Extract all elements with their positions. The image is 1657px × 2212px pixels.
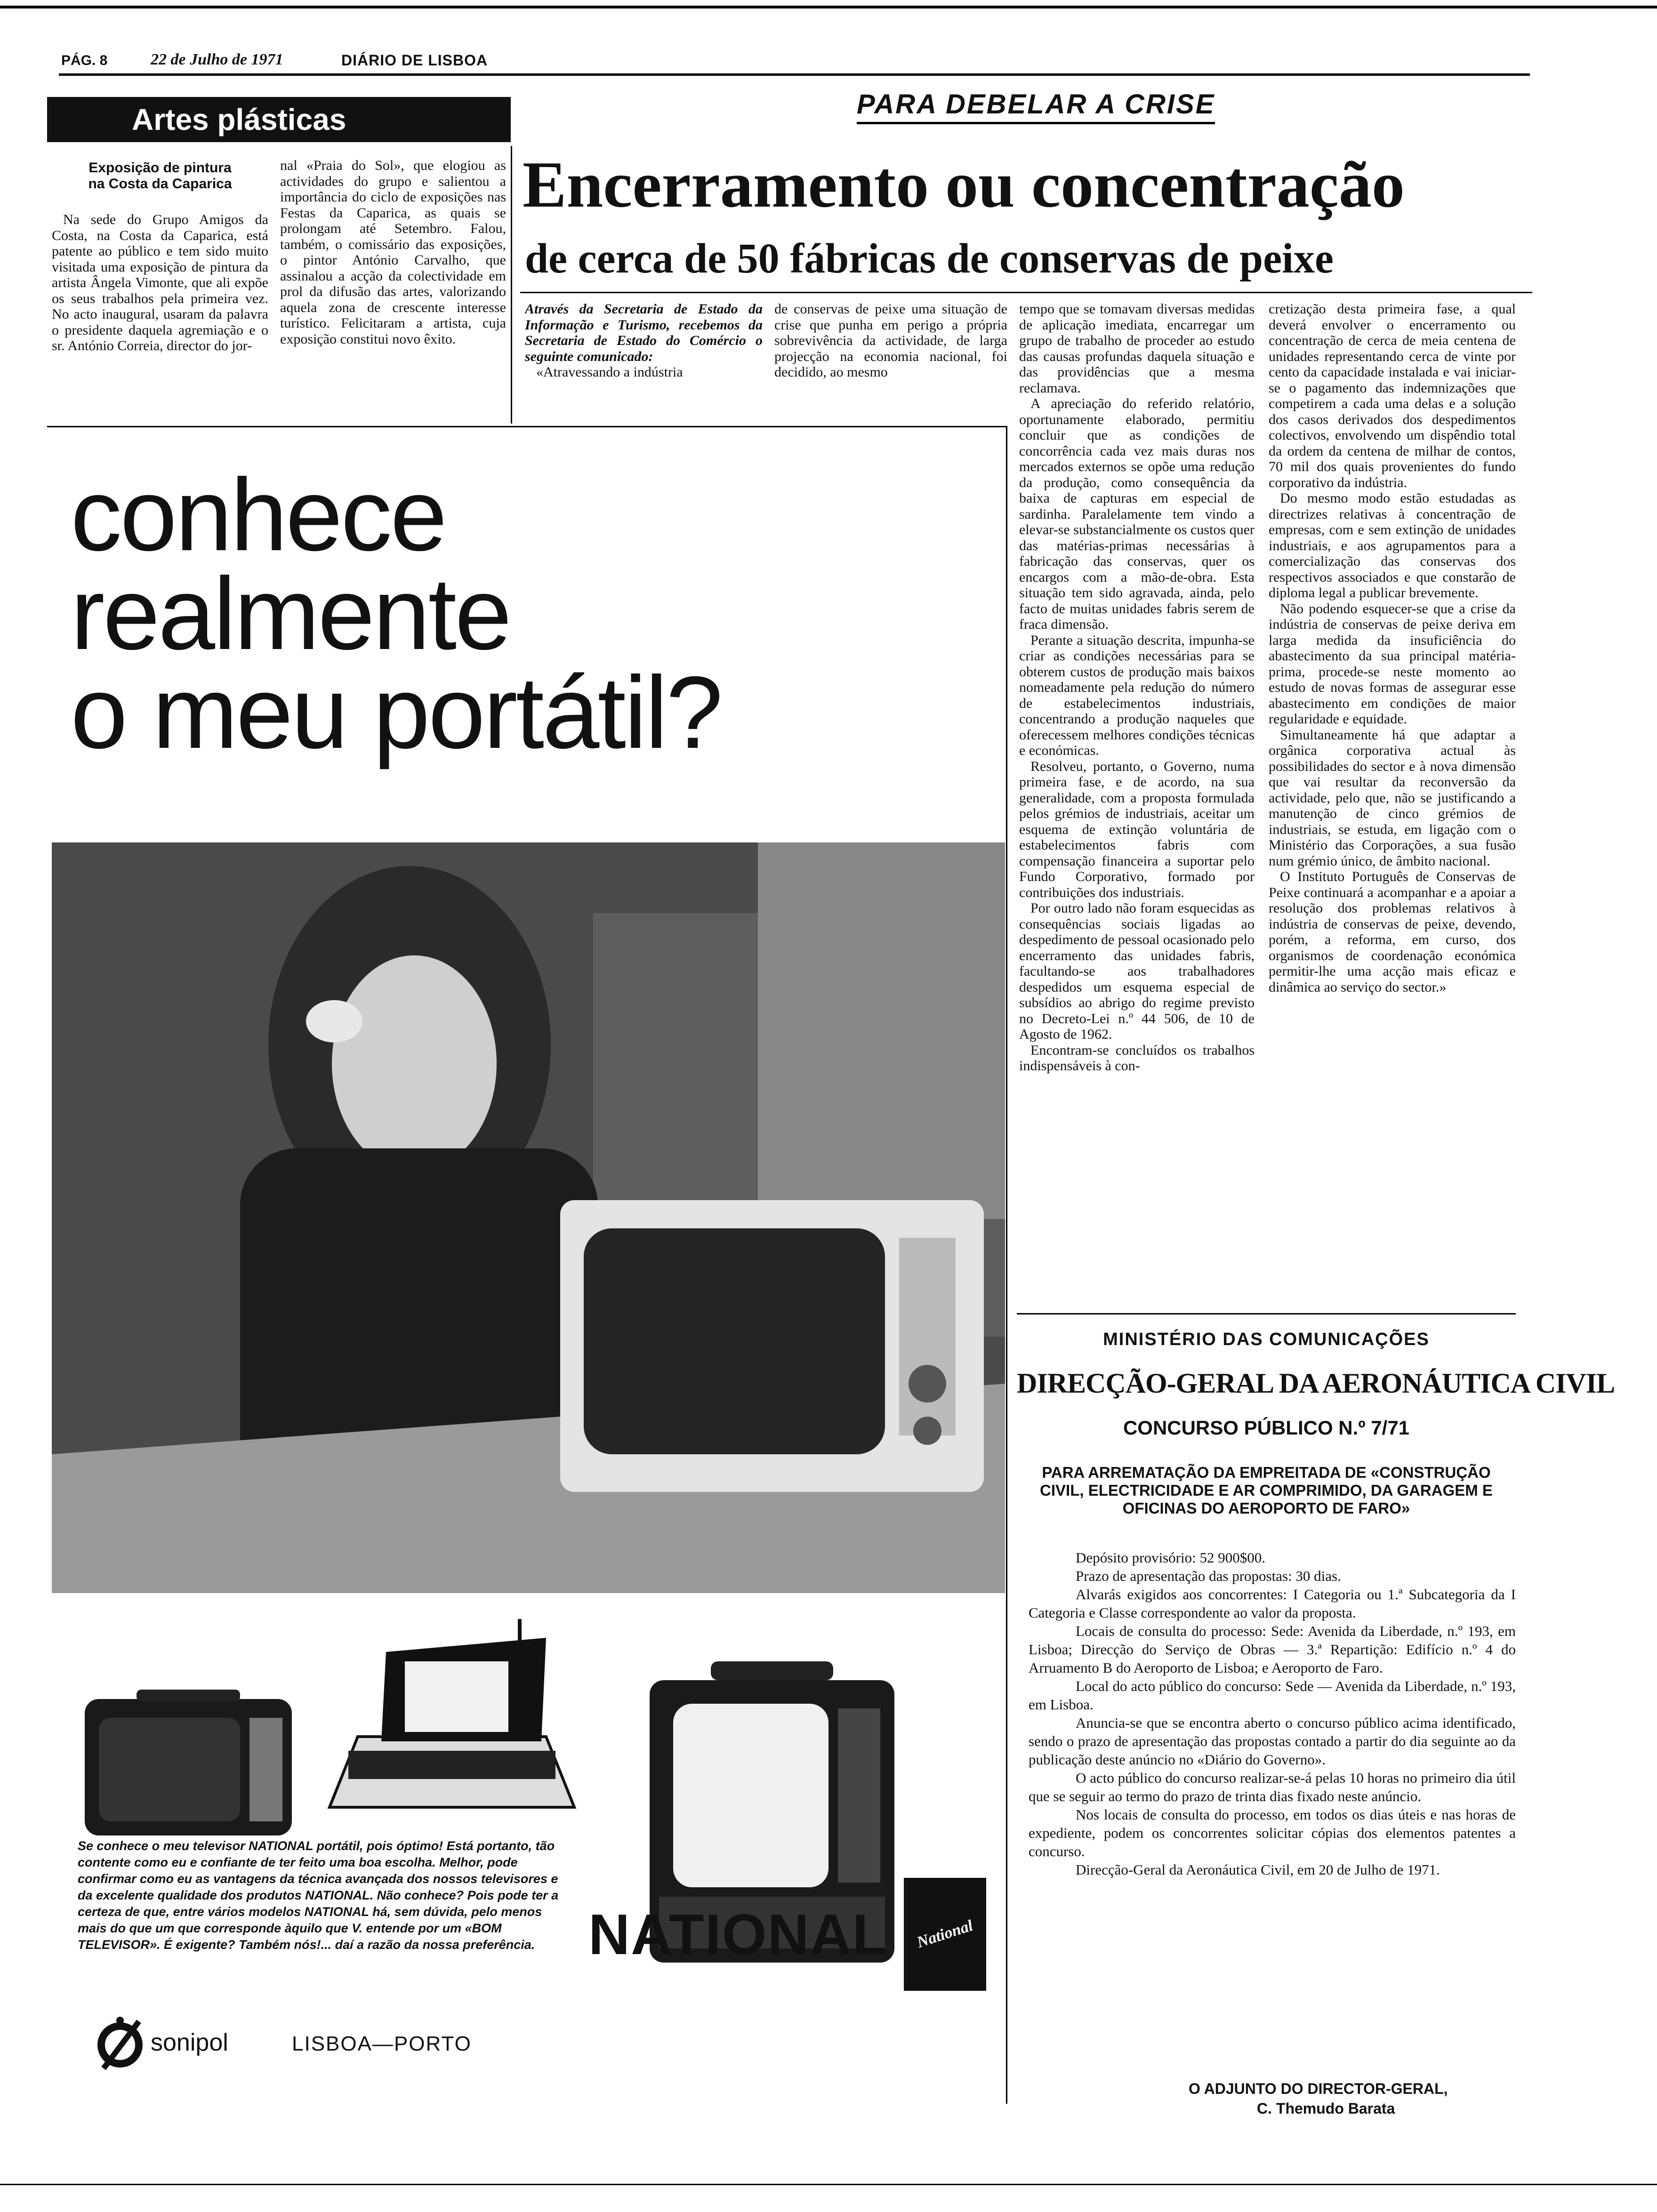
masthead-rule bbox=[59, 73, 1530, 76]
news-column-c bbox=[1019, 301, 1255, 1285]
arts-column-2-text: nal «Praia do Sol», que elogiou as actividades do grupo e salientou a importância do ciclo de exposições nas Festas da Caparica, as quais se prolongam até Setembro. Falou, também, o comissário das exposições, o pintor António Carvalho, que assinalou a acção da colectividade em prol da difusão das artes, valorizando aquela zona de crescente interesse turístico. Felicitaram a artista, cuja exposição constitui novo êxito. bbox=[280, 158, 506, 347]
news-subhead: de cerca de 50 fábricas de conservas de peixe bbox=[525, 235, 1334, 282]
notice-p8: Nos locais de consulta do processo, em todos os dias úteis e nas horas de expediente, podem os concorrentes solicitar cópias dos elementos patentes a concurso. bbox=[1029, 1806, 1516, 1859]
news-lead: Através da Secretaria de Estado da Informação e Turismo, recebemos da Secretaria de Estado do Comércio o seguinte comunicado: bbox=[525, 301, 763, 364]
arts-divider bbox=[511, 146, 512, 424]
section-title: Artes plásticas bbox=[132, 103, 346, 136]
top-border bbox=[0, 6, 1657, 8]
notice-p9: Direcção-Geral da Aeronáutica Civil, em 20 de Julho de 1971. bbox=[1076, 1861, 1440, 1878]
notice-agency: DIRECÇÃO-GERAL DA AERONÁUTICA CIVIL bbox=[1017, 1368, 1615, 1399]
ad-tv-1-icon bbox=[80, 1690, 297, 1845]
notice-contest: CONCURSO PÚBLICO N.º 7/71 bbox=[1123, 1417, 1410, 1439]
news-column-d-p4: Simultaneamente há que adaptar a orgânica corporativa actual às possibilidades do sector e à nova dimensão que vai resultar da reconversão da actividade, pelo que, não se justificando a manutenção de cinco grémios de industriais, se estuda, em ligação com o Ministério das Corporações, a sua fusão num grémio único, de âmbito nacional. bbox=[1269, 727, 1516, 869]
notice-p4: Locais de consulta do processo: Sede: Avenida da Liberdade, n.º 193, em Lisboa; Direcção do Serviço de Obras — 3.ª Repartição: Edifício n.º 4 do Arruamento B do Aeroporto de Lisboa; e Aeroporto de Faro. bbox=[1029, 1623, 1516, 1676]
news-column-c-p3: Perante a situação descrita, impunha-se criar as condições necessárias para se obterem custos de produção mais baixos nomeadamente pela redução do número de estabelecimentos industriais, concentrando a produção naqueles que oferecessem melhores condições técnicas e económicas. bbox=[1019, 632, 1255, 758]
ad-brand-badge bbox=[904, 1878, 986, 1991]
notice-p2: Prazo de apresentação das propostas: 30 dias. bbox=[1076, 1568, 1341, 1584]
bottom-rule bbox=[0, 2184, 1657, 2185]
notice-subject: PARA ARREMATAÇÃO DA EMPREITADA DE «CONSTRUÇÃO CIVIL, ELECTRICIDADE E AR COMPRIMIDO, DA GARAGEM E OFICINAS DO AEROPORTO DE FARO» bbox=[1040, 1464, 1493, 1517]
ad-headline-line-3: o meu portátil? bbox=[71, 656, 722, 770]
news-column-c-p4: Resolveu, portanto, o Governo, numa primeira fase, e de acordo, na sua generalidade, com a proposta formulada pelos grémios de industriais, aceitar um esquema de extinção voluntária de estabelecimentos fabris com compensação financeira a suportar pelo Fundo Corporativo, formado por contribuições dos industriais. bbox=[1019, 758, 1255, 900]
ad-cities: LISBOA—PORTO bbox=[292, 2032, 472, 2055]
ad-dealer: sonipol bbox=[151, 2029, 228, 2056]
page-number: PÁG. 8 bbox=[61, 53, 108, 68]
notice-p6: Anuncia-se que se encontra aberto o concurso público acima identificado, sendo o prazo de apresentação das propostas contado a partir do dia seguinte ao da publicação deste anúncio no «Diário do Governo». bbox=[1029, 1715, 1516, 1768]
ad-tv-2-icon bbox=[320, 1619, 584, 1826]
arts-column-2 bbox=[280, 158, 506, 421]
notice-ministry: MINISTÉRIO DAS COMUNICAÇÕES bbox=[1103, 1330, 1430, 1349]
notice-p3: Alvarás exigidos aos concorrentes: I Categoria ou 1.ª Subcategoria da I Categoria e Classe correspondente ao valor da proposta. bbox=[1029, 1586, 1516, 1621]
ad-photo-illustration bbox=[52, 842, 1005, 1593]
news-column-d-p5: O Instituto Português de Conservas de Peixe continuará a acompanhar e a apoiar a resolução dos problemas relativos à indústria de conservas de peixe, devendo, porém, a reforma, em curso, dos organismos de coordenação económica permitir-lhe uma acção mais eficaz e dinâmica ao serviço do sector.» bbox=[1269, 869, 1516, 995]
notice-p1: Depósito provisório: 52 900$00. bbox=[1076, 1549, 1265, 1566]
news-lead-cont: «Atravessando a indústria bbox=[536, 364, 683, 380]
arts-column-1-text: Na sede do Grupo Amigos da Costa, na Costa da Caparica, está patente ao público e tem sido muito visitada uma exposição de pintura da artista Ângela Vimonte, que ali expõe os seus trabalhos pela primeira vez. No acto inaugural, usaram da palavra o presidente daquela agremiação e o sr. António Correia, director do jor- bbox=[52, 212, 268, 353]
news-column-d bbox=[1269, 301, 1516, 1285]
issue-date: 22 de Julho de 1971 bbox=[151, 51, 283, 68]
news-column-b bbox=[774, 301, 1007, 419]
ad-brand-badge-text: National bbox=[915, 1916, 975, 1952]
sonipol-logo-icon bbox=[94, 2017, 146, 2073]
arts-column-1 bbox=[52, 212, 268, 419]
news-column-a bbox=[525, 301, 763, 419]
news-column-c-p6: Encontram-se concluídos os trabalhos indispensáveis à con- bbox=[1019, 1042, 1255, 1074]
ad-body: Se conhece o meu televisor NATIONAL portátil, pois óptimo! Está portanto, tão contente como eu e confiante de ter feito uma boa escolha. Melhor, pode confirmar como eu as vantagens da técnica avançada dos nossos televisores e da excelente qualidade dos produtos NATIONAL. Não conhece? Pois pode ter a certeza de que, entre vários modelos NATIONAL há, sem dúvida, pelo menos mais do que um que corresponde àquilo que V. entende por um «BOM TELEVISOR». É exigente? Também nós!... daí a razão da nossa preferência. bbox=[78, 1839, 559, 1952]
news-kicker: PARA DEBELAR A CRISE bbox=[857, 88, 1215, 124]
ad-photo bbox=[52, 842, 1005, 1593]
news-rule bbox=[520, 292, 1532, 293]
notice-p5: Local do acto público do concurso: Sede — Avenida da Liberdade, n.º 193, em Lisboa. bbox=[1029, 1678, 1516, 1713]
news-column-b-text: de conservas de peixe uma situação de crise que punha em perigo a própria sobrevivência da actividade, de larga projecção na economia nacional, foi decidido, ao mesmo bbox=[774, 301, 1007, 380]
ad-headline-line-2: realmente bbox=[71, 557, 510, 671]
notice-p7: O acto público do concurso realizar-se-á pelas 10 horas no primeiro dia útil que se seguir ao termo do prazo de trinta dias fixado neste anúncio. bbox=[1029, 1770, 1516, 1804]
arts-headline bbox=[52, 160, 268, 192]
notice-body bbox=[1029, 1548, 1516, 2076]
notice-top-rule bbox=[1017, 1313, 1516, 1314]
newspaper-name: DIÁRIO DE LISBOA bbox=[341, 52, 488, 69]
ad-brand: NATIONAL bbox=[588, 1902, 889, 1966]
news-column-d-p1: cretização desta primeira fase, a qual deverá envolver o encerramento ou concentração de cerca de meia centena de unidades representando cerca de vinte por cento da capacidade instalada e vai iniciar-se o pagamento das indemnizações que competirem a cada uma delas e a solução dos casos derivados dos despedimentos colectivos, envolvendo um dispêndio total da ordem da centena de milhar de contos, 70 mil dos quais provenientes do fundo corporativo da indústria. bbox=[1269, 301, 1516, 490]
news-column-c-p5: Por outro lado não foram esquecidas as consequências sociais ligadas ao despedimento de pessoal ocasionado pelo encerramento das unidades fabris, facultando-se aos trabalhadores despedidos um esquema especial de subsídios ao abrigo do regime previsto no Decreto-Lei n.º 44 506, de 10 de Agosto de 1962. bbox=[1019, 900, 1255, 1042]
notice-signature-name: C. Themudo Barata bbox=[1257, 2100, 1395, 2117]
ad-headline bbox=[71, 458, 722, 770]
section-banner bbox=[47, 97, 511, 142]
arts-headline-line-1: Exposição de pintura bbox=[88, 160, 232, 176]
news-column-c-p2: A apreciação do referido relatório, oportunamente elaborado, permitiu concluir que as condições de concorrência cada vez mais duras nos mercados externos se opõe uma redução da produção, como consequência da baixa de capturas em especial de sardinha. Paralelamente tem vindo a elevar-se substancialmente os custos quer das matérias-primas necessárias à fabricação das conservas, quer os encargos com a mão-de-obra. Esta situação tem sido agravada, ainda, pelo facto de muitas unidades fabris serem de fraca dimensão. bbox=[1019, 396, 1255, 632]
news-headline: Encerramento ou concentração bbox=[523, 148, 1405, 221]
ad-headline-line-1: conhece bbox=[71, 458, 446, 572]
arts-headline-line-2: na Costa da Caparica bbox=[88, 176, 232, 192]
notice-signature-title: O ADJUNTO DO DIRECTOR-GERAL, bbox=[1189, 2080, 1448, 2097]
news-column-d-p2: Do mesmo modo estão estudadas as directrizes relativas à concentração de empresas, com e sem extinção de unidades industriais, e aos agrupamentos para a comercialização das conservas dos respectivos associados e que constarão de diploma legal a publicar brevemente. bbox=[1269, 490, 1516, 601]
news-column-d-p3: Não podendo esquecer-se que a crise da indústria de conservas de peixe deriva em larga medida da insuficiência do abastecimento da sua principal matéria-prima, procede-se neste momento ao estudo de novas formas de assegurar esse abastecimento em condições de maior regularidade e equidade. bbox=[1269, 601, 1516, 727]
news-column-c-p1: tempo que se tomavam diversas medidas de aplicação imediata, encarregar um grupo de trabalho de proceder ao estudo das causas profundas daquela situação e das providências que a mesma reclamava. bbox=[1019, 301, 1255, 396]
